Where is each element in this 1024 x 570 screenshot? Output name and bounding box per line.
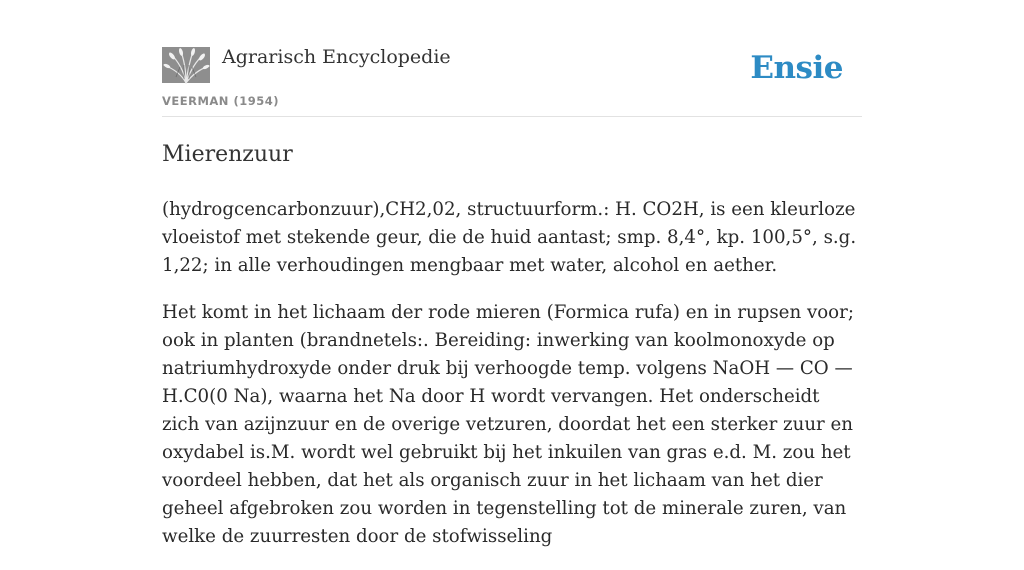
page-header <box>162 44 862 117</box>
wheat-logo-icon[interactable] <box>162 47 210 83</box>
article-title: Mierenzuur <box>162 142 293 167</box>
book-author: VEERMAN (1954) <box>162 94 279 108</box>
article-content <box>162 140 862 570</box>
article-paragraph: Het komt in het lichaam der rode mieren (Formica rufa) en in rupsen voor; ook in planten (brandnetels:. Bereiding: inwerking van koolmonoxyde op natriumhydroxyde onder druk bij verhoogde temp. volgens NaOH — CO — H.C0(0 Na), waarna het Na door H wordt vervangen. Het onderscheidt zich van azijnzuur en de overige vetzuren, doordat het een sterker zuur en oxydabel is.M. wordt wel gebruikt bij het inkuilen van gras e.d. M. zou het voordeel hebben, dat het als organisch zuur in het lichaam van het dier geheel afgebroken zou worden in tegenstelling tot de minerale zuren, van welke de zuurresten door de stofwisseling <box>162 302 854 547</box>
article-paragraph: (hydrogcencarbonzuur),CH2,02, structuurform.: H. CO2H, is een kleurloze vloeistof met stekende geur, die de huid aantast; smp. 8,4°, kp. 100,5°, s.g. 1,22; in alle verhoudingen mengbaar met water, alcohol en aether. <box>162 199 857 276</box>
ensie-brand-link[interactable]: Ensie <box>750 50 843 86</box>
book-title[interactable]: Agrarisch Encyclopedie <box>222 46 451 68</box>
